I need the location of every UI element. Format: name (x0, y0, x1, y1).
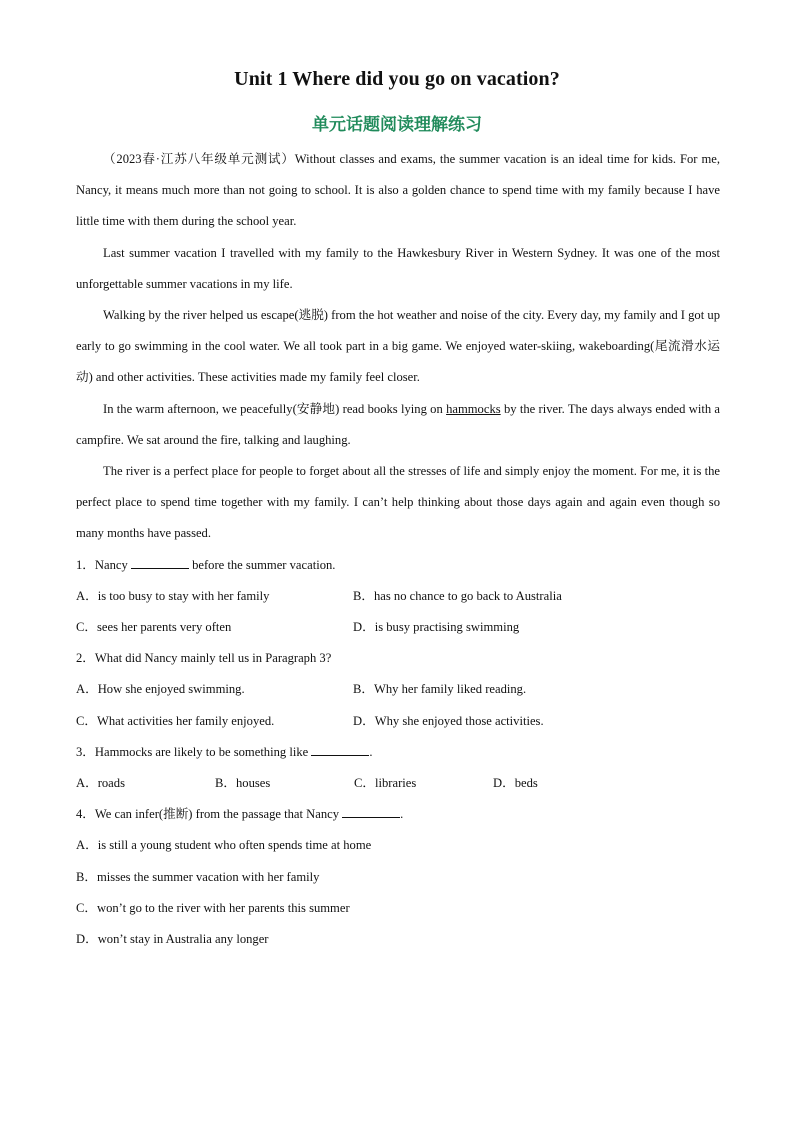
question-2-stem: 2．What did Nancy mainly tell us in Paragraph 3? (76, 651, 332, 666)
question-1-stem (76, 550, 720, 581)
question-1-option-c: C．sees her parents very often (76, 620, 232, 635)
passage-paragraph-2: Last summer vacation I travelled with my family to the Hawkesbury River in Western Sydney. It was one of the most unforgettable summer vacations in my life. (76, 245, 720, 291)
question-2-option-b: B．Why her family liked reading. (353, 682, 527, 697)
question-4-text-after: . (400, 807, 404, 822)
question-3-option-b: B．houses (215, 776, 271, 791)
question-1-options-row-1 (76, 581, 720, 612)
question-3-option-d: D．beds (493, 776, 538, 791)
passage-paragraph-5: The river is a perfect place for people to forget about all the stresses of life and simply enjoy the moment. For me, it is the perfect place to spend time together with my family. I can’t help thinking about those days again and again even though so many months have passed. (76, 464, 720, 541)
question-1-option-d: D．is busy practising swimming (353, 620, 520, 635)
page-subtitle: 单元话题阅读理解练习 (312, 115, 482, 135)
question-2-option-c: C．What activities her family enjoyed. (76, 713, 275, 728)
question-3-text-before: 3．Hammocks are likely to be something like (76, 744, 312, 759)
passage-paragraph-1: （2023春·江苏八年级单元测试）Without classes and exams, the summer vacation is an ideal time for kids. For me, Nancy, it means much more than not going to school. It is also a golden chance to spend time with my family because I have little time with them during the school year. (76, 152, 720, 229)
question-3-option-a: A．roads (76, 776, 125, 791)
question-4-option-d: D．won’t stay in Australia any longer (76, 932, 269, 947)
passage-paragraph-3: Walking by the river helped us escape(逃脱) from the hot weather and noise of the city. Every day, my family and I got up early to go swimming in the cool water. We all took part in a big game. We enjoyed water-skiing, wakeboarding(尾流滑水运动) and other activities. These activities made my family feel closer. (76, 308, 720, 385)
question-4-option-b: B．misses the summer vacation with her family (76, 869, 320, 884)
question-3-option-c: C．libraries (354, 776, 417, 791)
question-1-text-after: before the summer vacation. (188, 557, 336, 572)
question-1-text-before: 1．Nancy (76, 557, 131, 572)
document-body (76, 144, 720, 955)
question-3-options-row (76, 768, 720, 799)
question-2-options-row-1 (76, 674, 720, 705)
answer-blank (131, 556, 189, 569)
question-1-options-row-2 (76, 612, 720, 643)
question-1-option-b: B．has no chance to go back to Australia (353, 588, 562, 603)
page-title: Unit 1 Where did you go on vacation? (234, 68, 560, 90)
question-4-stem (76, 799, 720, 830)
question-2-option-a: A．How she enjoyed swimming. (76, 682, 245, 697)
question-2-option-d: D．Why she enjoyed those activities. (353, 713, 544, 728)
question-4-option-a: A．is still a young student who often spends time at home (76, 838, 372, 853)
question-4-text-before: 4．We can infer(推断) from the passage that Nancy (76, 807, 343, 822)
question-2-options-row-2 (76, 706, 720, 737)
question-4-option-c: C．won’t go to the river with her parents this summer (76, 900, 350, 915)
paragraph-4-text-before: In the warm afternoon, we peacefully(安静地) read books lying on (103, 401, 447, 416)
passage-paragraph-4 (76, 394, 720, 456)
question-3-text-after: . (369, 744, 373, 759)
paragraph-4-text-after: by the river. The days always ended with a campfire. We sat around the fire, talking and laughing. (76, 401, 720, 447)
answer-blank (311, 743, 369, 756)
question-1-option-a: A．is too busy to stay with her family (76, 588, 270, 603)
question-3-stem (76, 737, 720, 768)
answer-blank (342, 805, 400, 818)
underlined-word-hammocks: hammocks (446, 401, 501, 416)
